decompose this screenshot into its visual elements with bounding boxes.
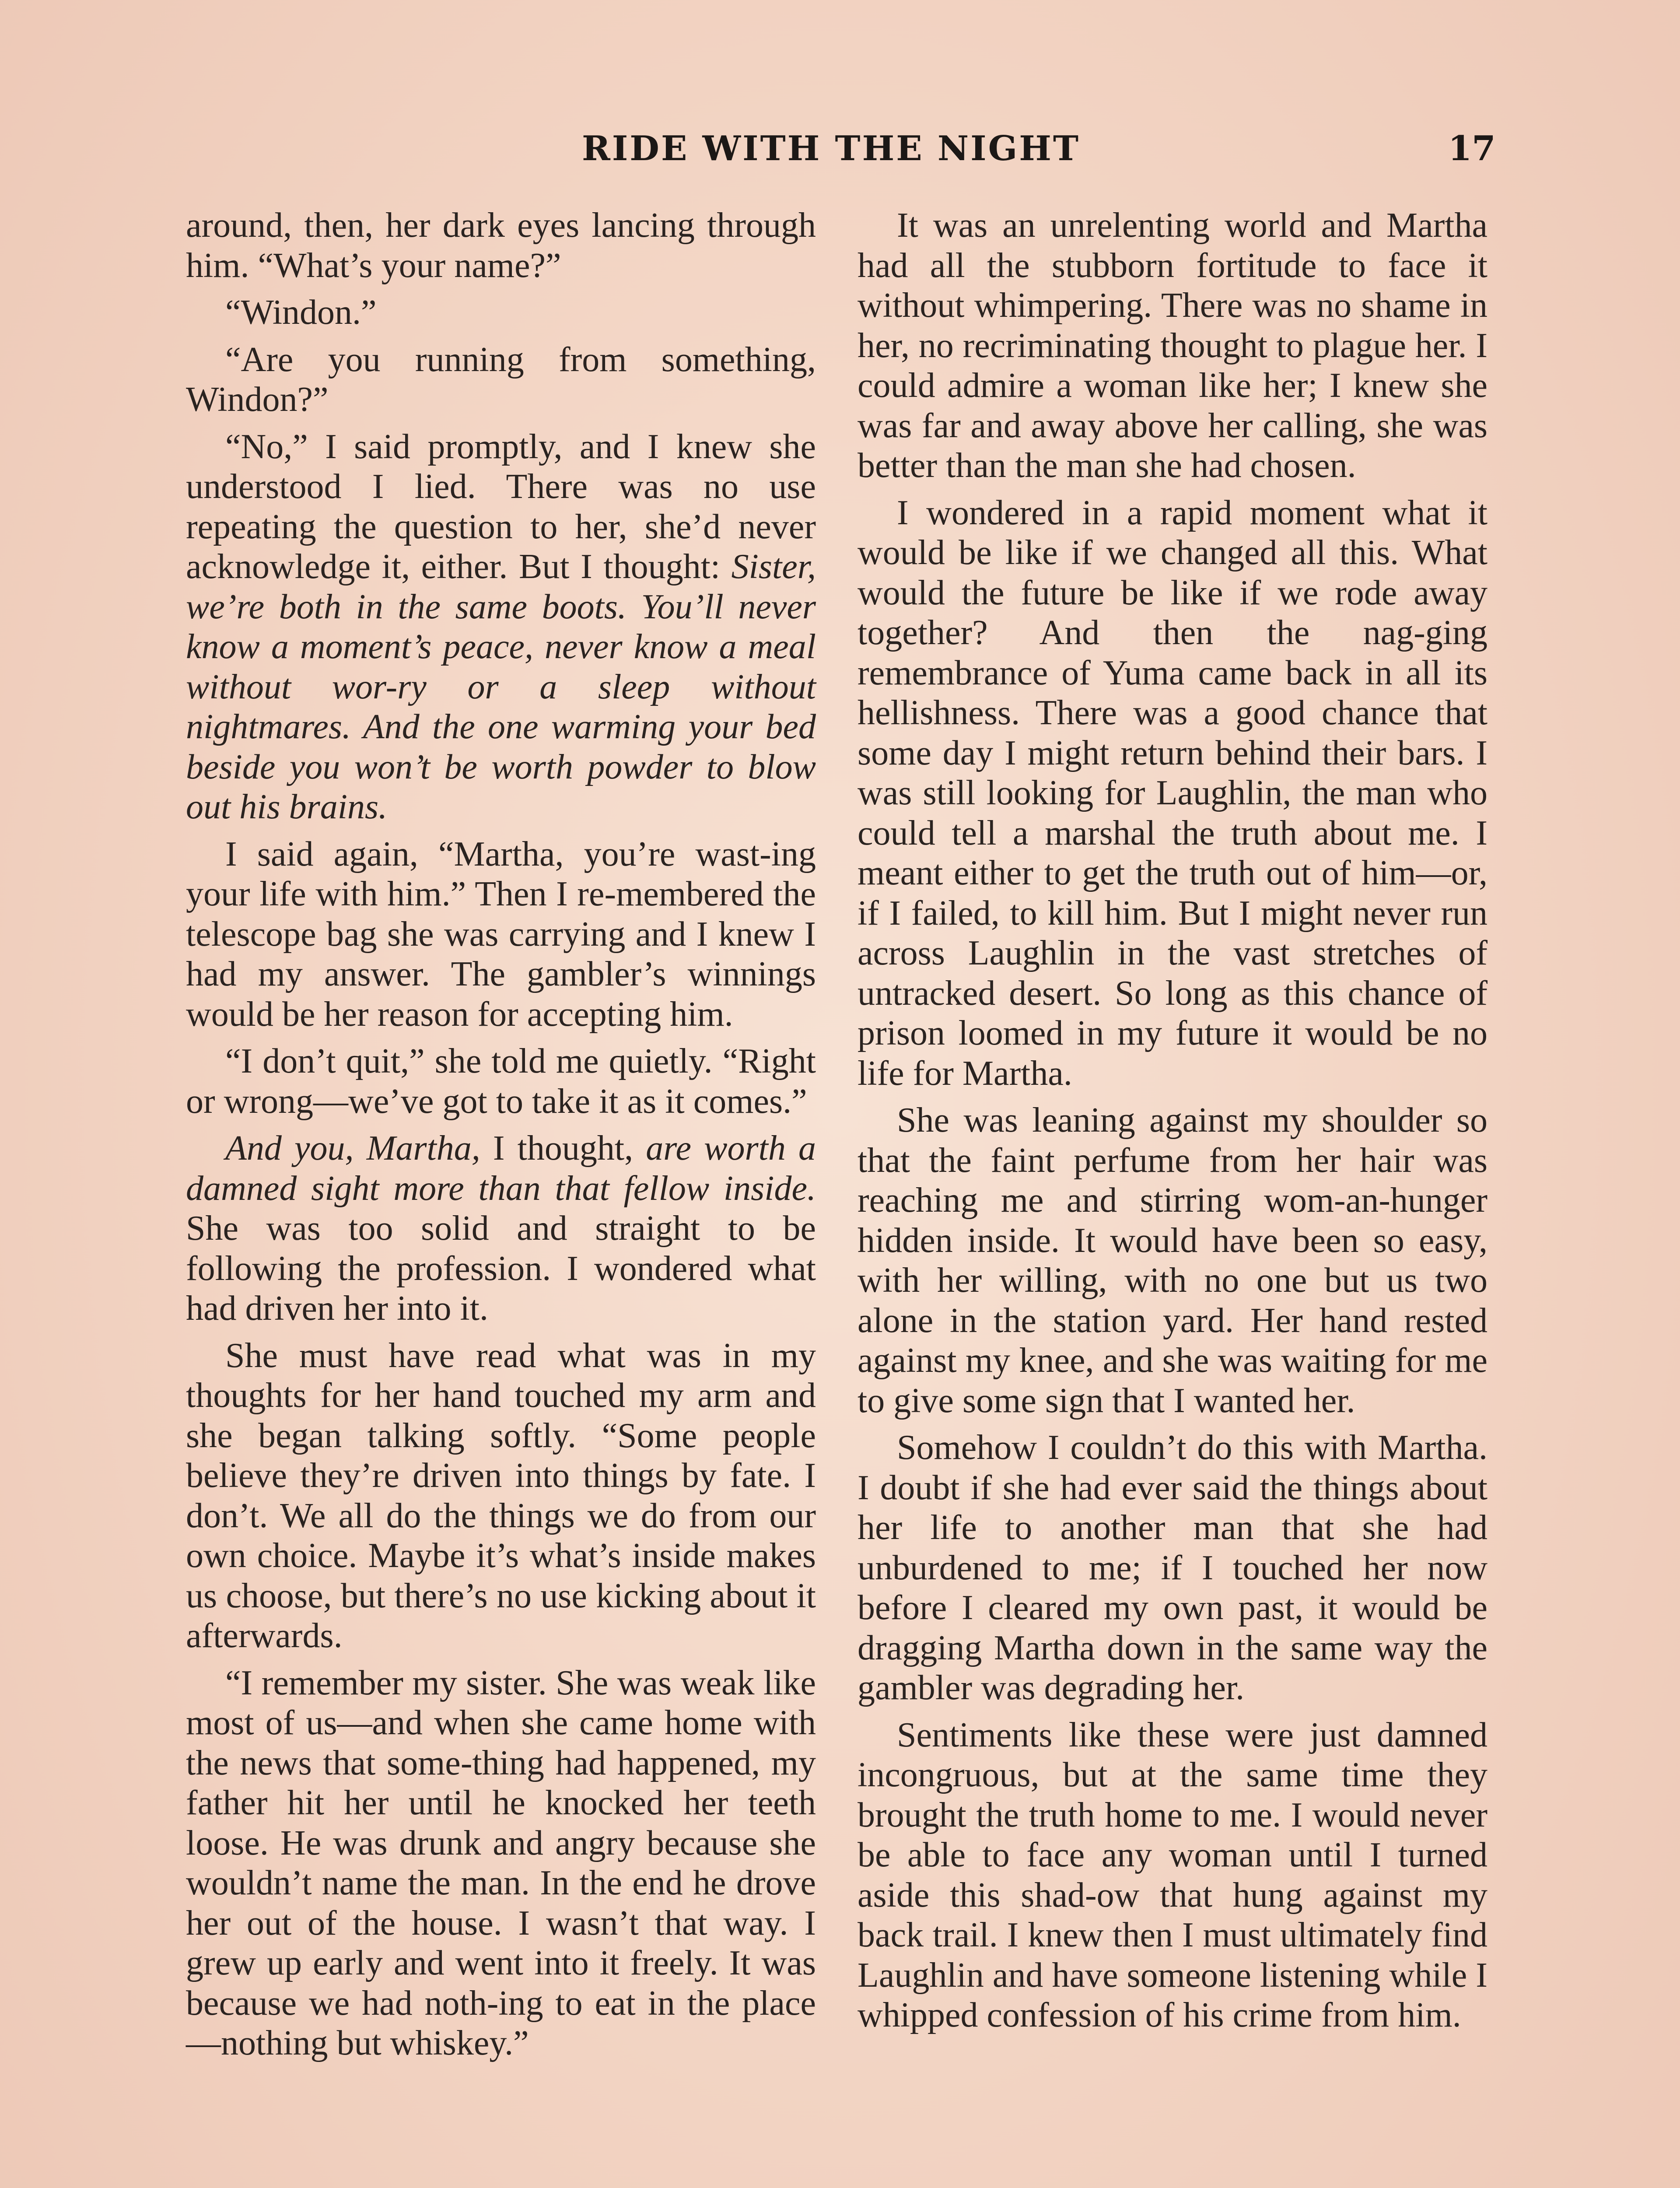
paragraph — [186, 427, 816, 828]
paragraph: I said again, “Martha, you’re wast-ing your life with him.” Then I re-membered the telescope bag she was carrying and I knew I had my answer. The gambler’s winnings would be her reason for accepting him. — [186, 835, 816, 1034]
running-header — [0, 125, 1680, 173]
paragraph: “I don’t quit,” she told me quietly. “Right or wrong—we’ve got to take it as it comes.” — [186, 1042, 816, 1121]
paragraph — [186, 1129, 816, 1329]
paragraph-text: She was too solid and straight to be following the profession. I wondered what had driven her into it. — [186, 1209, 816, 1328]
paragraph: “Windon.” — [225, 293, 377, 332]
paragraph: She must have read what was in my thoughts for her hand touched my arm and she began talking softly. “Some people believe they’re driven into things by fate. I don’t. We all do the things we do from our own choice. Maybe it’s what’s inside makes us choose, but there’s no use kicking about it afterwards. — [186, 1336, 816, 1655]
paragraph-text: I thought, — [480, 1129, 646, 1168]
running-title: RIDE WITH THE NIGHT — [582, 129, 1081, 168]
text-column-left — [186, 206, 816, 2071]
page-number: 17 — [1448, 129, 1496, 168]
paragraph: “Are you running from something, Windon?” — [186, 340, 816, 419]
paragraph: “I remember my sister. She was weak like most of us—and when she came home with the news that some-thing had happened, my father hit her until he knocked her teeth loose. He was drunk and angry because she wouldn’t name the man. In the end he drove her out of the house. I wasn’t that way. I grew up early and went into it freely. It was because we had noth-ing to eat in the place—nothing but whiskey.” — [186, 1663, 816, 2062]
italic-thought: are worth a damned sight more than that fellow inside. — [186, 1129, 816, 1208]
paragraph-text: “No,” I said promptly, and I knew she understood I lied. There was no use repeating the question to her, she’d never acknowledge it, either. But I thought: — [186, 427, 816, 586]
paragraph: Sentiments like these were just damned incongruous, but at the same time they brought the truth home to me. I would never be able to face any woman until I turned aside this shad-ow that hung against my back trail. I knew then I must ultimately find Laughlin and have someone listening while I whipped confession of his crime from him. — [858, 1715, 1488, 2034]
paragraph: She was leaning against my shoulder so that the faint perfume from her hair was reaching me and stirring wom-an-hunger hidden inside. It would have been so easy, with her willing, with no one but us two alone in the station yard. Her hand rested against my knee, and she was waiting for me to give some sign that I wanted her. — [858, 1101, 1488, 1420]
paragraph: It was an unrelenting world and Martha had all the stubborn fortitude to face it without whimpering. There was no shame in her, no recriminating thought to plague her. I could admire a woman like her; I knew she was far and away above her calling, she was better than the man she had chosen. — [858, 206, 1488, 485]
paragraph: around, then, her dark eyes lancing through him. “What’s your name?” — [186, 206, 816, 285]
italic-thought: Sister, we’re both in the same boots. You’ll never know a moment’s peace, never know a meal without wor-ry or a sleep without nightmares. And the one warming your bed beside you won’t be worth powder to blow out his brains. — [186, 547, 816, 826]
paragraph: Somehow I couldn’t do this with Martha. I doubt if she had ever said the things about her life to another man that she had unburdened to me; if I touched her now before I cleared my own past, it would be dragging Martha down in the same way the gambler was degrading her. — [858, 1428, 1488, 1707]
text-column-right — [858, 206, 1488, 2043]
italic-thought: And you, Martha, — [225, 1129, 480, 1168]
paragraph: I wondered in a rapid moment what it would be like if we changed all this. What would the future be like if we rode away together? And then the nag-ging remembrance of Yuma came back in all its hellishness. There was a good chance that some day I might return behind their bars. I was still looking for Laughlin, the man who could tell a marshal the truth about me. I meant either to get the truth out of him—or, if I failed, to kill him. But I might never run across Laughlin in the vast stretches of untracked desert. So long as this chance of prison loomed in my future it would be no life for Martha. — [858, 493, 1488, 1093]
